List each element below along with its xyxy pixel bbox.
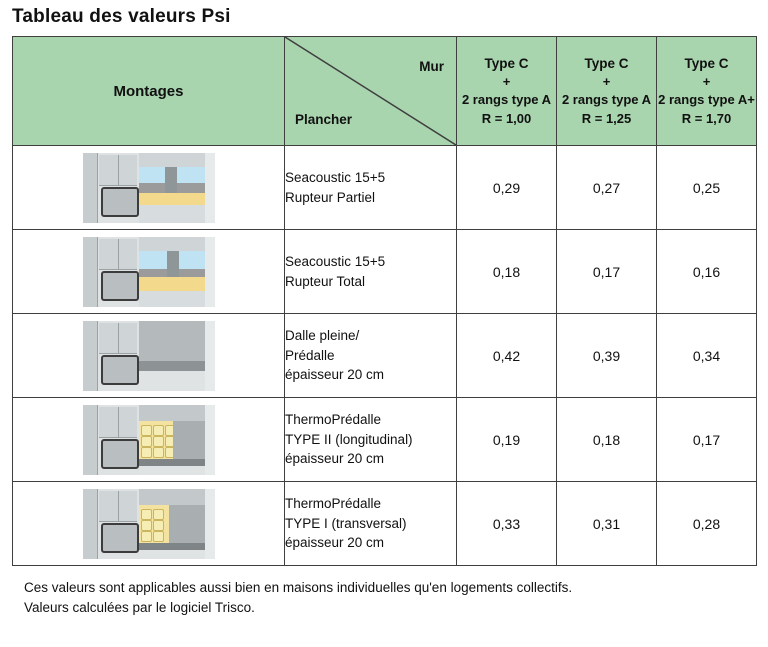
header-col3-line3: 2 rangs type A+ [658, 92, 755, 108]
footnote-line-1: Ces valeurs sont applicables aussi bien en maisons individuelles qu'en logements collectifs. [24, 580, 573, 595]
section-thermopredalle-type-2-icon [83, 405, 215, 475]
row2-value-col1: 0,18 [457, 230, 557, 314]
header-col3-line2: + [702, 73, 711, 89]
diagonal-divider-icon [285, 37, 456, 145]
header-column-1 [457, 37, 557, 146]
row5-section-image [13, 482, 285, 566]
header-label-mur: Mur [419, 59, 444, 74]
row3-desc-line2: Prédalle [285, 347, 335, 363]
header-col2-line1: Type C [584, 55, 629, 71]
row5-desc-line2: TYPE I (transversal) [285, 515, 407, 531]
section-thermopredalle-type-1-icon [83, 489, 215, 559]
row5-description [285, 482, 457, 566]
header-row [13, 37, 757, 146]
header-col2-line4: R = 1,25 [581, 110, 632, 126]
row2-desc-line1: Seacoustic 15+5 [285, 253, 386, 269]
row1-desc-line2: Rupteur Partiel [285, 189, 376, 205]
row2-value-col2: 0,17 [557, 230, 657, 314]
header-col2-line2: + [602, 73, 611, 89]
header-montages: Montages [13, 37, 285, 146]
row3-value-col3: 0,34 [657, 314, 757, 398]
row3-value-col1: 0,42 [457, 314, 557, 398]
section-dalle-pleine-predalle-icon [83, 321, 215, 391]
header-col1-line4: R = 1,00 [481, 110, 532, 126]
header-col2-line3: 2 rangs type A [561, 92, 652, 108]
header-col1-line1: Type C [484, 55, 529, 71]
page-title: Tableau des valeurs Psi [12, 6, 231, 27]
row4-value-col1: 0,19 [457, 398, 557, 482]
section-seacoustic-rupteur-total-icon [83, 237, 215, 307]
row5-desc-line1: ThermoPrédalle [285, 496, 382, 512]
table-row [13, 398, 757, 482]
footnotes [12, 578, 756, 619]
row2-desc-line2: Rupteur Total [285, 273, 366, 289]
row2-value-col3: 0,16 [657, 230, 757, 314]
header-col1-line3: 2 rangs type A [461, 92, 552, 108]
header-col1-line2: + [502, 73, 511, 89]
header-column-2 [557, 37, 657, 146]
row3-value-col2: 0,39 [557, 314, 657, 398]
row4-desc-line3: épaisseur 20 cm [285, 451, 385, 467]
header-col3-line4: R = 1,70 [681, 110, 732, 126]
row5-value-col2: 0,31 [557, 482, 657, 566]
psi-values-table [12, 36, 757, 566]
row4-section-image [13, 398, 285, 482]
header-column-3 [657, 37, 757, 146]
table-header [13, 37, 757, 146]
row2-section-image [13, 230, 285, 314]
row5-value-col1: 0,33 [457, 482, 557, 566]
row2-description [285, 230, 457, 314]
row4-desc-line1: ThermoPrédalle [285, 412, 382, 428]
table-body [13, 146, 757, 566]
document-page [0, 6, 768, 647]
row3-desc-line1: Dalle pleine/ [285, 328, 360, 344]
row4-value-col2: 0,18 [557, 398, 657, 482]
row5-value-col3: 0,28 [657, 482, 757, 566]
table-row [13, 482, 757, 566]
row4-description [285, 398, 457, 482]
row3-section-image [13, 314, 285, 398]
row4-value-col3: 0,17 [657, 398, 757, 482]
header-col3-line1: Type C [684, 55, 729, 71]
section-seacoustic-rupteur-partiel-icon [83, 153, 215, 223]
table-row [13, 314, 757, 398]
header-diagonal-cell [285, 37, 457, 146]
row3-description [285, 314, 457, 398]
row1-description [285, 146, 457, 230]
table-row [13, 146, 757, 230]
header-label-plancher: Plancher [295, 112, 353, 127]
row1-value-col2: 0,27 [557, 146, 657, 230]
table-row [13, 230, 757, 314]
footnote-line-2: Valeurs calculées par le logiciel Trisco. [24, 600, 255, 616]
row5-desc-line3: épaisseur 20 cm [285, 535, 385, 551]
row4-desc-line2: TYPE II (longitudinal) [285, 431, 413, 447]
row1-value-col1: 0,29 [457, 146, 557, 230]
row3-desc-line3: épaisseur 20 cm [285, 367, 385, 383]
row1-value-col3: 0,25 [657, 146, 757, 230]
row1-section-image [13, 146, 285, 230]
row1-desc-line1: Seacoustic 15+5 [285, 169, 386, 185]
